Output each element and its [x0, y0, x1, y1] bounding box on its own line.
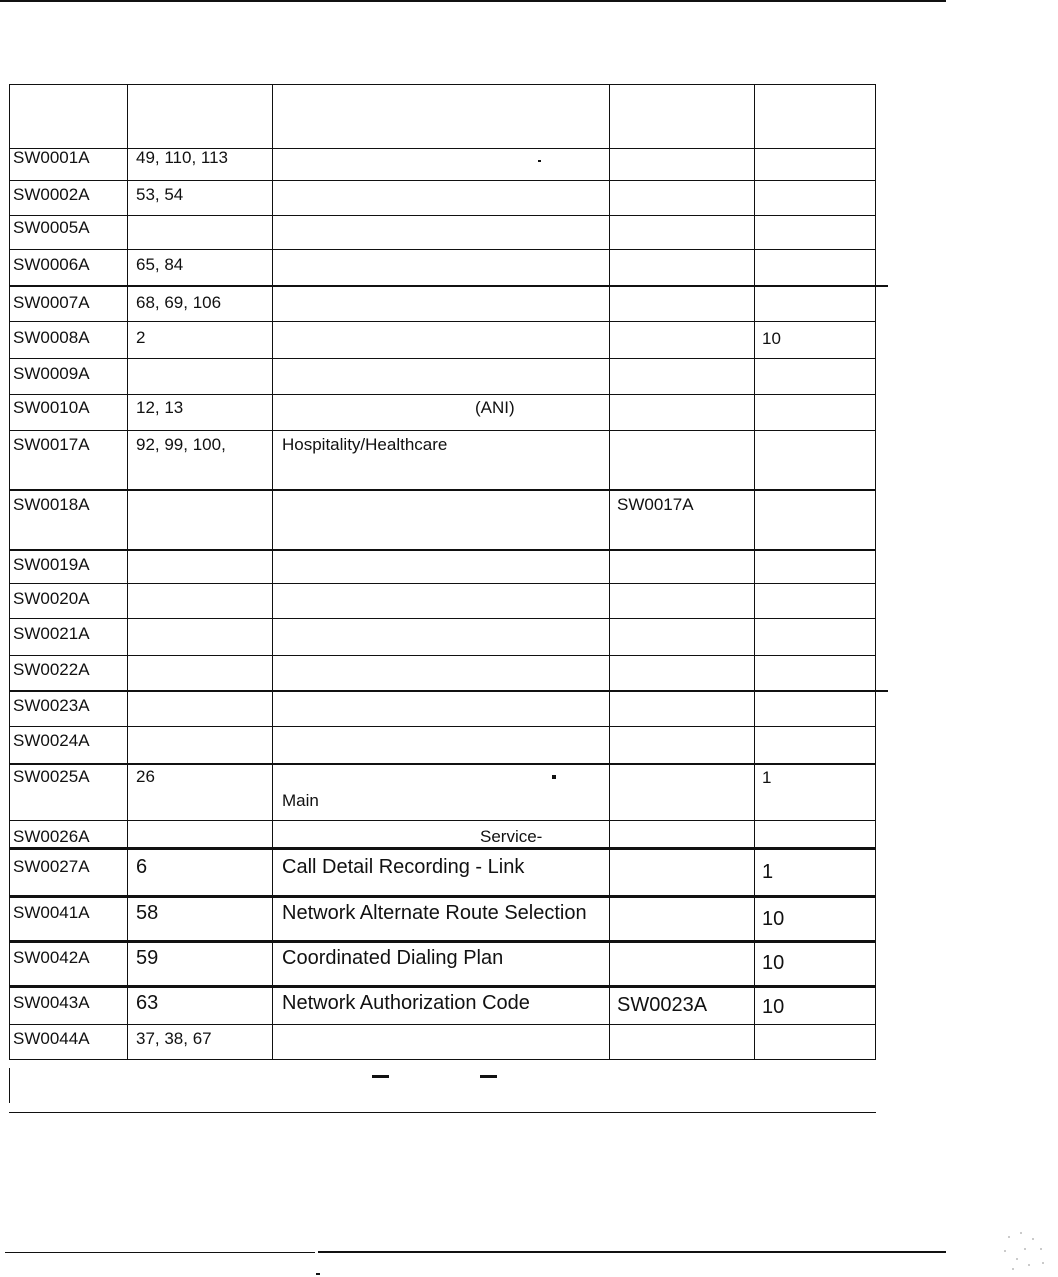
- feature-code: SW0006A: [13, 255, 90, 274]
- table-rule: [9, 655, 876, 656]
- page-references: 63: [136, 992, 159, 1014]
- column-rule: [9, 84, 10, 1059]
- feature-name: Hospitality/Healthcare: [282, 435, 448, 454]
- dot-mark: [552, 775, 556, 779]
- page-references: 12, 13: [136, 398, 184, 417]
- table-rule: [9, 1024, 876, 1025]
- column-rule: [875, 84, 876, 1059]
- table-rule: [9, 763, 876, 765]
- bottom-rule-left: [5, 1252, 315, 1253]
- feature-code: SW0018A: [13, 495, 90, 514]
- table-rule: [9, 249, 876, 250]
- page-references: 92, 99, 100,: [136, 435, 226, 454]
- table-rule: [9, 430, 876, 431]
- feature-code: SW0010A: [13, 398, 90, 417]
- feature-code: SW0027A: [13, 857, 90, 876]
- table-rule: [9, 820, 876, 821]
- column-rule: [9, 1068, 10, 1103]
- feature-code: SW0001A: [13, 148, 90, 167]
- table-rule: [9, 583, 876, 584]
- feature-code: SW0041A: [13, 903, 90, 922]
- feature-name: (ANI): [475, 398, 515, 417]
- page-references: 68, 69, 106: [136, 293, 222, 312]
- prerequisite-code: SW0023A: [617, 994, 708, 1016]
- quantity: 10: [762, 952, 785, 974]
- quantity: 1: [762, 768, 772, 787]
- quantity: 1: [762, 861, 774, 883]
- table-rule: [9, 321, 876, 322]
- table-rule: [9, 215, 876, 216]
- feature-name: Service-: [480, 827, 543, 846]
- table-rule: [9, 726, 876, 727]
- feature-code: SW0042A: [13, 948, 90, 967]
- feature-code: SW0025A: [13, 767, 90, 786]
- table-rule: [9, 358, 876, 359]
- column-rule: [754, 84, 755, 1059]
- bottom-rule-right: [318, 1251, 946, 1253]
- table-rule: [9, 895, 876, 898]
- feature-code: SW0022A: [13, 660, 90, 679]
- table-rule: [9, 618, 876, 619]
- table-rule: [9, 940, 876, 943]
- page-references: 37, 38, 67: [136, 1029, 212, 1048]
- scan-speckle: [998, 1228, 1050, 1274]
- feature-code: SW0021A: [13, 624, 90, 643]
- feature-code: SW0019A: [13, 555, 90, 574]
- page-references: 26: [136, 767, 155, 786]
- column-rule: [609, 84, 610, 1059]
- table-rule: [9, 549, 876, 551]
- table-rule: [9, 180, 876, 181]
- feature-code: SW0009A: [13, 364, 90, 383]
- prerequisite-code: SW0017A: [617, 495, 694, 514]
- page-references: 2: [136, 328, 146, 347]
- feature-code: SW0020A: [13, 589, 90, 608]
- feature-code: SW0002A: [13, 185, 90, 204]
- page-references: 58: [136, 902, 159, 924]
- feature-name: Main: [282, 791, 319, 810]
- page-references: 53, 54: [136, 185, 184, 204]
- page-references: 59: [136, 947, 159, 969]
- feature-name: Network Authorization Code: [282, 992, 530, 1014]
- column-rule: [272, 84, 273, 1059]
- page-references: 65, 84: [136, 255, 184, 274]
- feature-name: Coordinated Dialing Plan: [282, 947, 504, 969]
- table-rule: [9, 394, 876, 395]
- page-references: 6: [136, 856, 148, 878]
- quantity: 10: [762, 329, 781, 348]
- table-rule: [9, 489, 876, 491]
- feature-code: SW0024A: [13, 731, 90, 750]
- dot-mark: [538, 160, 541, 162]
- table-rule: [9, 1112, 876, 1113]
- feature-name: Call Detail Recording - Link: [282, 856, 525, 878]
- feature-code: SW0044A: [13, 1029, 90, 1048]
- dash-mark: [372, 1075, 389, 1078]
- feature-code: SW0005A: [13, 218, 90, 237]
- table-rule: [9, 690, 888, 692]
- page-references: 49, 110, 113: [136, 148, 229, 167]
- feature-code: SW0026A: [13, 827, 90, 846]
- column-rule: [127, 84, 128, 1059]
- feature-name: Network Alternate Route Selection: [282, 902, 587, 924]
- feature-code: SW0008A: [13, 328, 90, 347]
- table-rule: [9, 985, 876, 988]
- feature-code: SW0043A: [13, 993, 90, 1012]
- feature-code: SW0023A: [13, 696, 90, 715]
- quantity: 10: [762, 908, 785, 930]
- top-rule: [0, 0, 946, 2]
- table-rule: [9, 1059, 876, 1060]
- table-rule: [9, 847, 876, 850]
- table-rule: [9, 285, 888, 287]
- dash-mark: [480, 1075, 497, 1078]
- quantity: 10: [762, 996, 785, 1018]
- feature-code: SW0017A: [13, 435, 90, 454]
- feature-code: SW0007A: [13, 293, 90, 312]
- dot-mark: [316, 1273, 320, 1275]
- table-rule: [9, 84, 876, 85]
